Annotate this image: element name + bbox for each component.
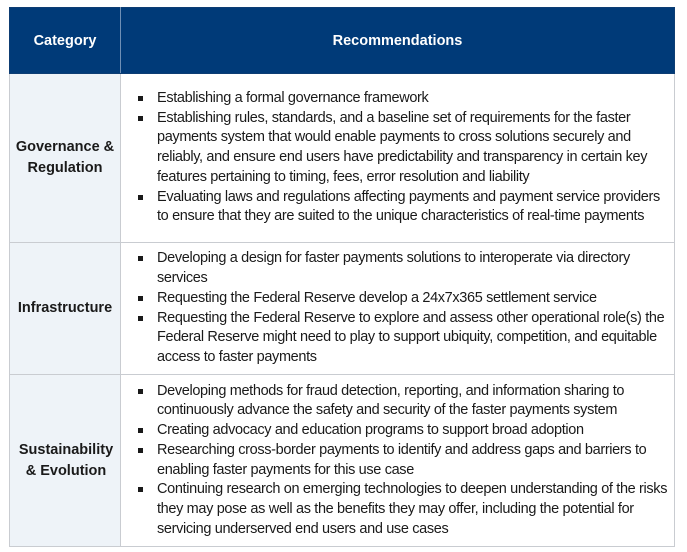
- square-bullet-icon: [138, 389, 143, 394]
- recommendation-text: Researching cross-border payments to identify and address gaps and barriers to enabling faster payments for this use case: [157, 441, 647, 478]
- recommendation-text: Developing methods for fraud detection, reporting, and information sharing to continuously advance the safety and security of the faster payments system: [157, 382, 625, 419]
- list-item: [121, 109, 670, 188]
- list-item: [121, 289, 670, 309]
- recommendations-cell: [121, 74, 675, 243]
- table-row: [10, 74, 675, 243]
- recommendation-list: [121, 249, 670, 367]
- square-bullet-icon: [138, 96, 143, 101]
- list-item: [121, 89, 670, 109]
- square-bullet-icon: [138, 296, 143, 301]
- table-row: [10, 375, 675, 547]
- recommendations-table: [9, 7, 675, 547]
- recommendation-text: Creating advocacy and education programs to support broad adoption: [157, 422, 584, 439]
- recommendation-text: Establishing rules, standards, and a baseline set of requirements for the faster payments system that would enable payments to cross solutions securely and reliably, and ensure end users have predictability and transparency in certain key features pertaining to timing, fees, error resolution and liability: [157, 109, 648, 185]
- list-item: [121, 188, 670, 227]
- header-row: [10, 8, 675, 74]
- recommendations-cell: [121, 375, 675, 547]
- category-cell: [10, 375, 121, 547]
- category-cell: [10, 74, 121, 243]
- square-bullet-icon: [138, 256, 143, 261]
- square-bullet-icon: [138, 195, 143, 200]
- recommendation-text: Requesting the Federal Reserve develop a 24x7x365 settlement service: [157, 289, 597, 306]
- category-cell: [10, 243, 121, 375]
- list-item: [121, 480, 670, 539]
- category-label: Governance & Regulation: [15, 139, 115, 176]
- recommendation-list: [121, 382, 670, 540]
- header-recommendations: Recommendations: [121, 8, 675, 74]
- recommendation-list: [121, 89, 670, 227]
- square-bullet-icon: [138, 448, 143, 453]
- recommendation-text: Establishing a formal governance framework: [157, 90, 429, 107]
- list-item: [121, 441, 670, 480]
- table-row: [10, 243, 675, 375]
- list-item: [121, 421, 670, 441]
- list-item: [121, 382, 670, 421]
- category-label: Sustainability & Evolution: [18, 441, 114, 479]
- recommendation-text: Requesting the Federal Reserve to explore and assess other operational role(s) the Federal Reserve might need to play to support ubiquity, competition, and equitable access to faster payments: [157, 309, 665, 365]
- recommendation-text: Developing a design for faster payments solutions to interoperate via directory services: [157, 250, 630, 287]
- recommendations-cell: [121, 243, 675, 375]
- square-bullet-icon: [138, 316, 143, 321]
- list-item: [121, 309, 670, 368]
- square-bullet-icon: [138, 116, 143, 121]
- recommendation-text: Continuing research on emerging technologies to deepen understanding of the risks they may pose as well as the benefits they may offer, including the potential for servicing underserved end users and use cases: [157, 481, 668, 537]
- square-bullet-icon: [138, 428, 143, 433]
- category-label: Infrastructure: [17, 300, 113, 316]
- header-category: Category: [10, 8, 121, 74]
- square-bullet-icon: [138, 487, 143, 492]
- recommendation-text: Evaluating laws and regulations affecting payments and payment service providers to ensure that they are suited to the unique characteristics of real-time payments: [157, 188, 660, 225]
- list-item: [121, 249, 670, 288]
